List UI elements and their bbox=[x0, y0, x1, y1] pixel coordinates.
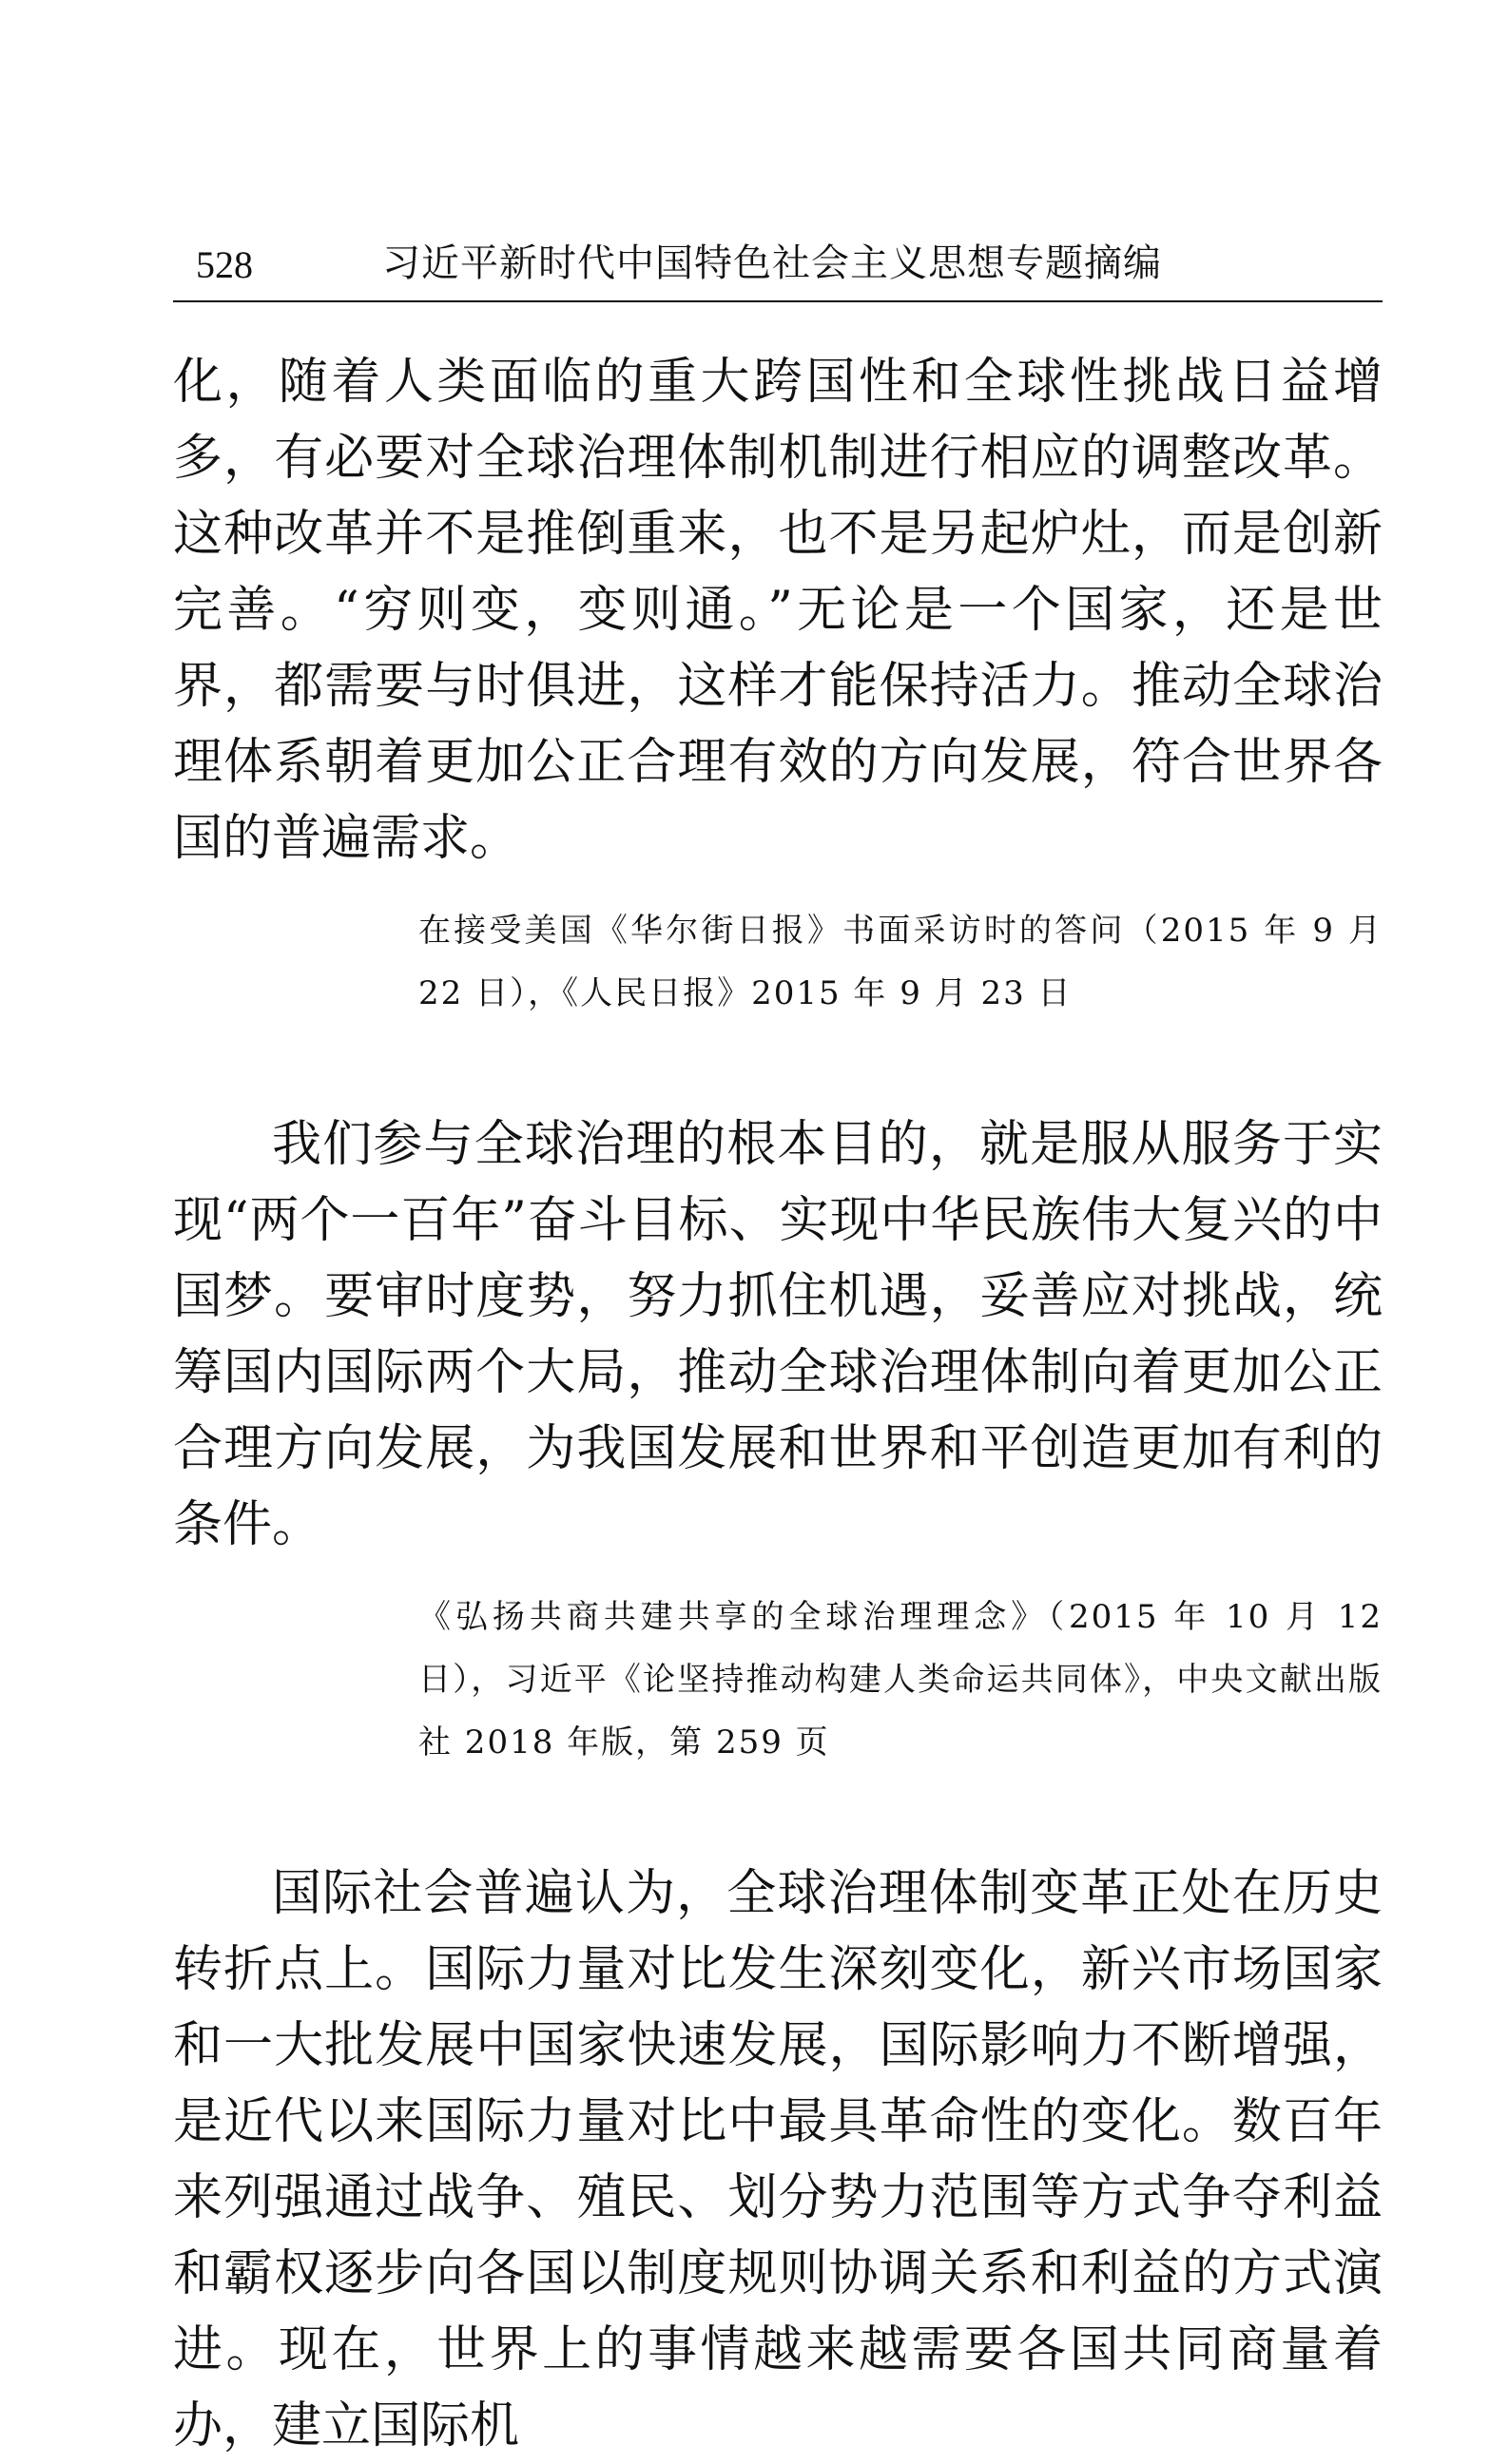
source-citation-1: 在接受美国《华尔街日报》书面采访时的答问（2015 年 9 月 22 日），《人民日报》2015 年 9 月 23 日 bbox=[418, 912, 1383, 1012]
paragraph-2: 我们参与全球治理的根本目的，就是服从服务于实现“两个一百年”奋斗目标、实现中华民族伟大复兴的中国梦。要审时度势，努力抓住机遇，妥善应对挑战，统筹国内国际两个大局，推动全球治理体制向着更加公正合理方向发展，为我国发展和世界和平创造更加有利的条件。 bbox=[173, 1116, 1383, 1553]
page-body bbox=[173, 344, 1383, 2464]
section-gap bbox=[173, 1025, 1383, 1107]
page-number: 528 bbox=[196, 243, 253, 286]
paragraph-1: 化，随着人类面临的重大跨国性和全球性挑战日益增多，有必要对全球治理体制机制进行相应的调整改革。这种改革并不是推倒重来，也不是另起炉灶，而是创新完善。“穷则变，变则通。”无论是一个国家，还是世界，都需要与时俱进，这样才能保持活力。推动全球治理体系朝着更加公正合理有效的方向发展，符合世界各国的普遍需求。 bbox=[173, 354, 1383, 867]
page-header bbox=[173, 228, 1383, 295]
header-rule bbox=[173, 300, 1383, 302]
running-title: 习近平新时代中国特色社会主义思想专题摘编 bbox=[382, 241, 1162, 285]
section-gap bbox=[173, 1774, 1383, 1856]
paragraph-3: 国际社会普遍认为，全球治理体制变革正处在历史转折点上。国际力量对比发生深刻变化，新兴市场国家和一大批发展中国家快速发展，国际影响力不断增强，是近代以来国际力量对比中最具革命性的变化。数百年来列强通过战争、殖民、划分势力范围等方式争夺利益和霸权逐步向各国以制度规则协调关系和利益的方式演进。现在，世界上的事情越来越需要各国共同商量着办，建立国际机 bbox=[173, 1865, 1383, 2454]
source-citation-2: 《弘扬共商共建共享的全球治理理念》（2015 年 10 月 12 日），习近平《论坚持推动构建人类命运共同体》，中央文献出版社 2018 年版，第 259 页 bbox=[418, 1598, 1383, 1761]
